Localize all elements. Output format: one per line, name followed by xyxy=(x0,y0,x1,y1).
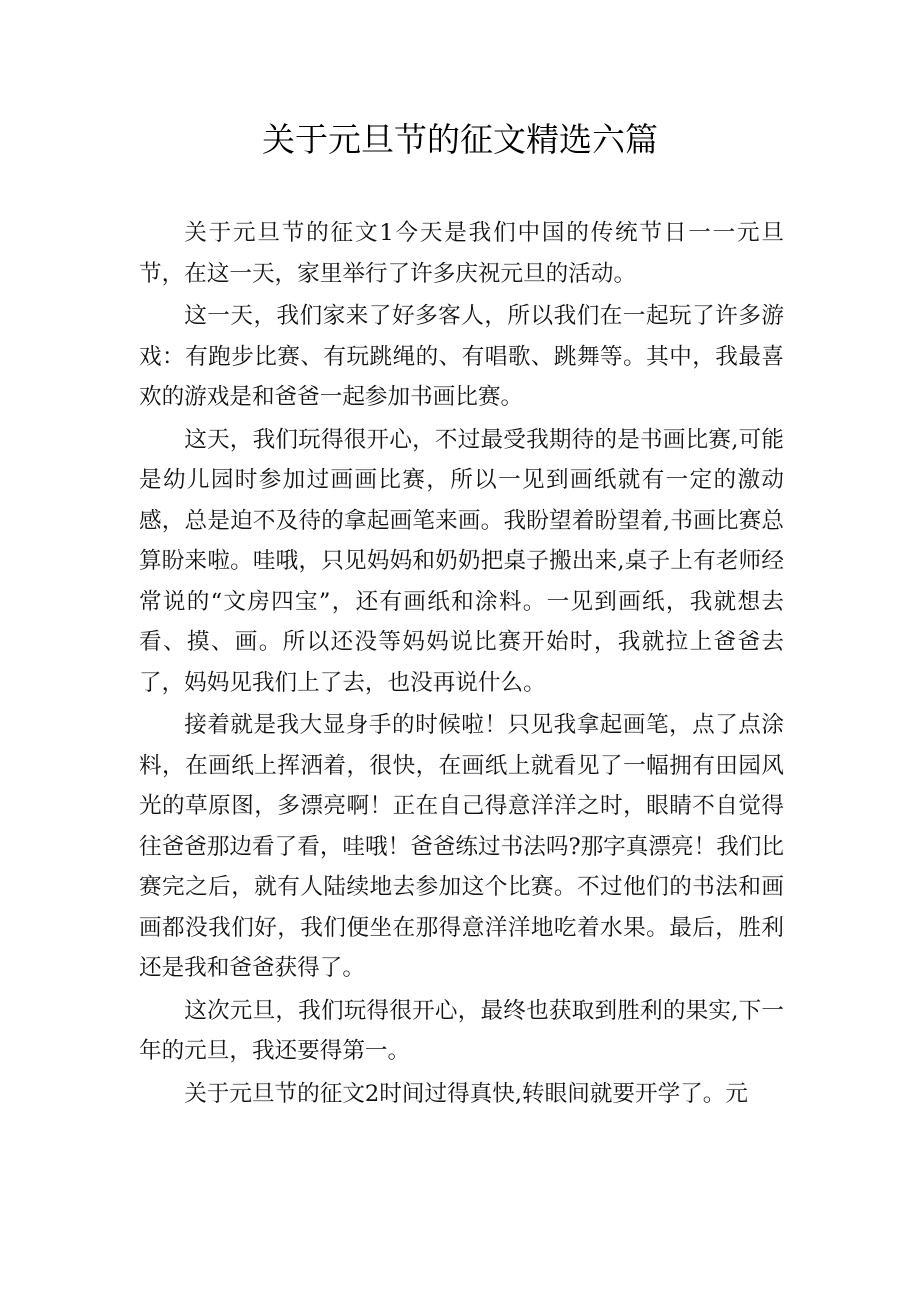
document-body xyxy=(139,213,784,1116)
paragraph: 接着就是我大显身手的时候啦！只见我拿起画笔，点了点涂料，在画纸上挥洒着，很快，在画纸上就看见了一幅拥有田园风光的草原图，多漂亮啊！正在自己得意洋洋之时，眼睛不自觉得往爸爸那边看了看，哇哦！爸爸练过书法吗?那字真漂亮！我们比赛完之后，就有人陆续地去参加这个比赛。不过他们的书法和画画都没我们好，我们便坐在那得意洋洋地吃着水果。最后，胜利还是我和爸爸获得了。 xyxy=(139,712,784,981)
paragraph: 这一天，我们家来了好多客人，所以我们在一起玩了许多游戏：有跑步比赛、有玩跳绳的、有唱歌、跳舞等。其中，我最喜欢的游戏是和爸爸一起参加书画比赛。 xyxy=(139,303,784,410)
document-title: 关于元旦节的征文精选六篇 xyxy=(262,120,658,159)
paragraph: 这次元旦，我们玩得很开心，最终也获取到胜利的果实,下一年的元旦，我还要得第一。 xyxy=(139,997,784,1064)
paragraph: 关于元旦节的征文1今天是我们中国的传统节日一一元旦节，在这一天，家里举行了许多庆祝元旦的活动。 xyxy=(139,220,784,287)
paragraph: 这天，我们玩得很开心，不过最受我期待的是书画比赛,可能是幼儿园时参加过画画比赛，所以一见到画纸就有一定的激动感，总是迫不及待的拿起画笔来画。我盼望着盼望着,书画比赛总算盼来啦。哇哦，只见妈妈和奶奶把桌子搬出来,桌子上有老师经常说的“文房四宝”，还有画纸和涂料。一见到画纸，我就想去看、摸、画。所以还没等妈妈说比赛开始时，我就拉上爸爸去了，妈妈见我们上了去，也没再说什么。 xyxy=(139,426,784,696)
paragraph: 关于元旦节的征文2时间过得真快,转眼间就要开学了。元 xyxy=(184,1080,748,1107)
